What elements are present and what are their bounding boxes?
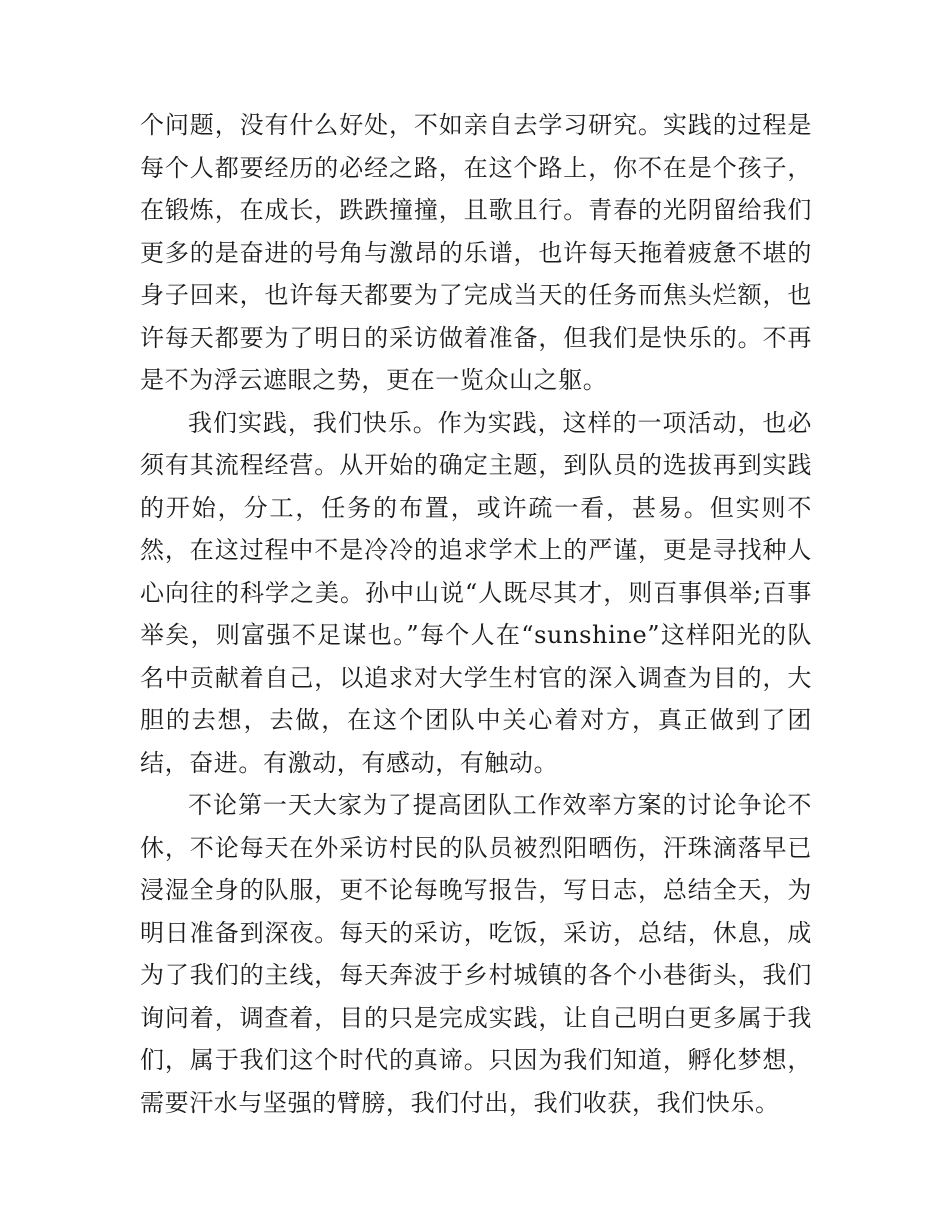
paragraph-3: 不论第一天大家为了提高团队工作效率方案的讨论争论不休，不论每天在外采访村民的队员被烈阳晒伤，汗珠滴落早已浸湿全身的队服，更不论每晚写报告，写日志，总结全天，为明日准备到深夜。每天的采访，吃饭，采访，总结，休息，成为了我们的主线，每天奔波于乡村城镇的各个小巷街头，我们询问着，调查着，目的只是完成实践，让自己明白更多属于我们，属于我们这个时代的真谛。只因为我们知道，孵化梦想，需要汗水与坚强的臂膀，我们付出，我们收获，我们快乐。 xyxy=(140,791,812,1117)
paragraph-1: 个问题，没有什么好处，不如亲自去学习研究。实践的过程是每个人都要经历的必经之路，在这个路上，你不在是个孩子，在锻炼，在成长，跌跌撞撞，且歌且行。青春的光阴留给我们更多的是奋进的号角与激昂的乐谱，也许每天拖着疲惫不堪的身子回来，也许每天都要为了完成当天的任务而焦头烂额，也许每天都要为了明日的采访做着准备，但我们是快乐的。不再是不为浮云遮眼之势，更在一览众山之躯。 xyxy=(140,111,812,394)
body-text xyxy=(140,104,812,1124)
paragraph-2: 我们实践，我们快乐。作为实践，这样的一项活动，也必须有其流程经营。从开始的确定主题，到队员的选拔再到实践的开始，分工，任务的布置，或许疏一看，甚易。但实则不然，在这过程中不是冷冷的追求学术上的严谨，更是寻找种人心向往的科学之美。孙中山说“人既尽其才，则百事俱举;百事举矣，则富强不足谋也。”每个人在“sunshine”这样阳光的队名中贡献着自己，以追求对大学生村官的深入调查为目的，大胆的去想，去做，在这个团队中关心着对方，真正做到了团结，奋进。有激动，有感动，有触动。 xyxy=(140,408,812,777)
